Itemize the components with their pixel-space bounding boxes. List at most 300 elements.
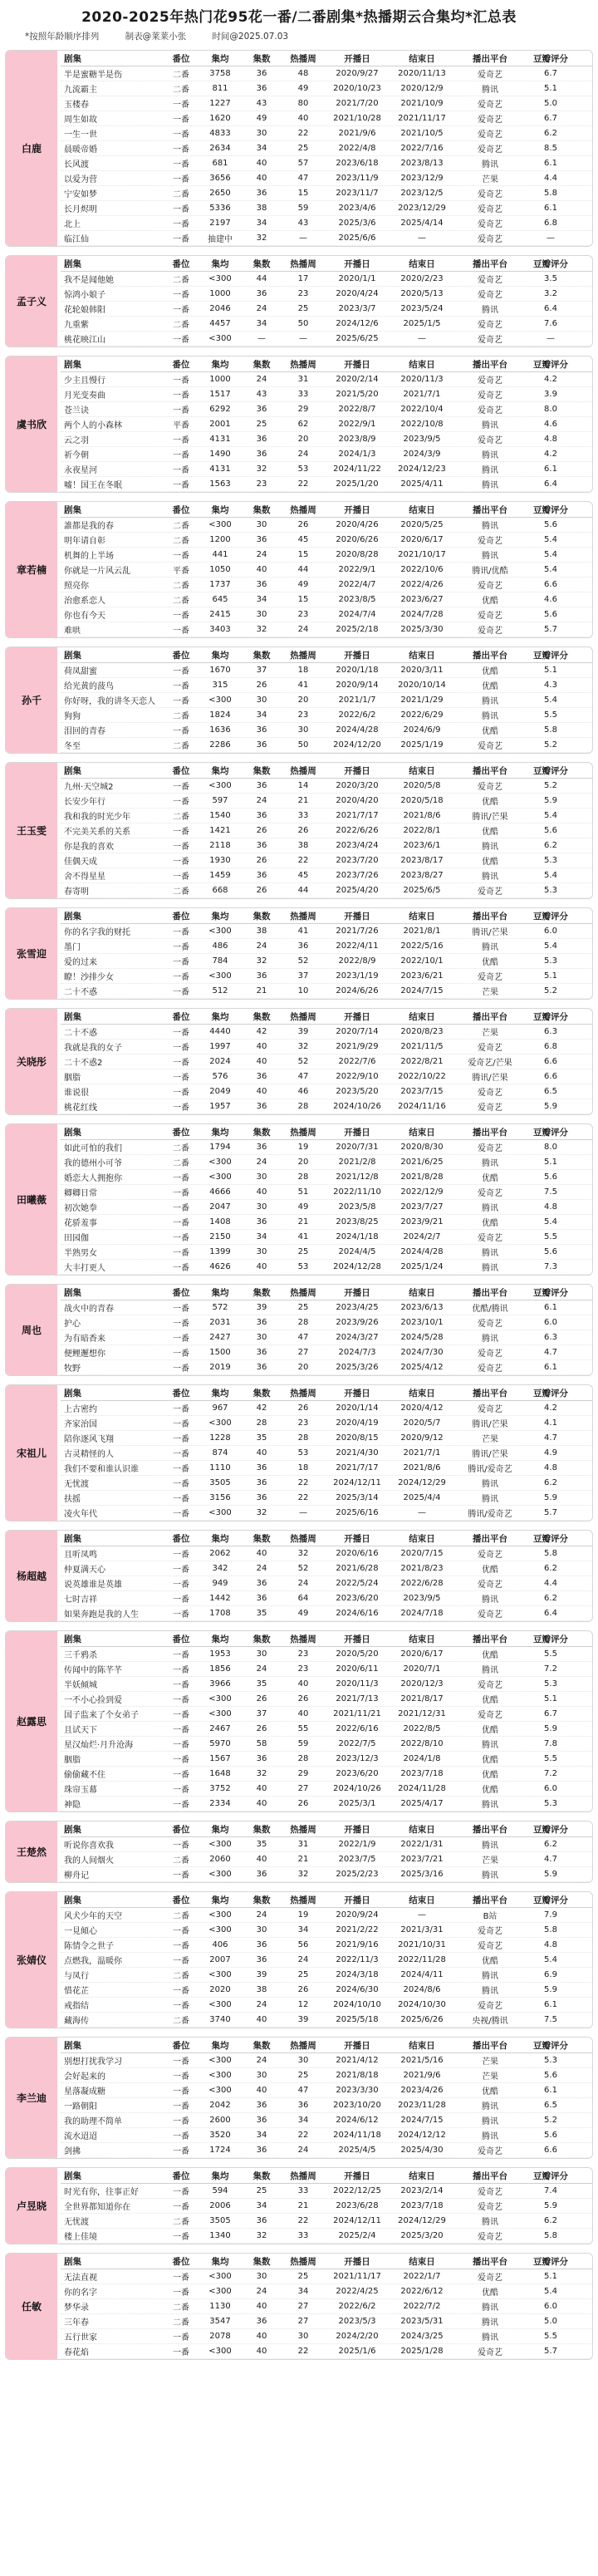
- table-cell: 2022/9/1: [338, 565, 376, 574]
- table-cell: 40: [256, 1784, 267, 1793]
- table-cell: 19: [297, 1910, 309, 1920]
- table-cell: 36: [256, 841, 267, 850]
- table-cell: 5.2: [544, 781, 557, 790]
- table-cell: 一番: [173, 406, 189, 415]
- table-header-row: [61, 256, 592, 272]
- table-cell: 36: [256, 725, 267, 735]
- table-cell: 2024/6/16: [336, 1609, 379, 1618]
- table-cell: 3656: [209, 174, 231, 183]
- table-cell: 2020/12/9: [400, 84, 444, 93]
- table-cell: 2021/3/31: [400, 1925, 444, 1934]
- table-cell: 3.9: [544, 390, 557, 399]
- table-cell: 别想打扰我学习: [64, 2057, 122, 2067]
- table-cell: 二番: [173, 1972, 189, 1981]
- table-cell: 爱奇艺: [478, 1189, 502, 1198]
- table-cell: 36: [256, 1217, 267, 1227]
- table-cell: 59: [297, 1739, 309, 1748]
- table-cell: 一番: [173, 1801, 189, 1810]
- table-cell: 34: [256, 2131, 267, 2140]
- table-cell: 一番: [173, 2348, 189, 2357]
- table-cell: 40: [256, 174, 267, 183]
- table-cell: 一番: [173, 2132, 189, 2141]
- table-cell: 1997: [209, 1042, 231, 1051]
- table-cell: 5336: [209, 204, 231, 213]
- table-cell: 38: [297, 841, 309, 850]
- table-cell: 20: [297, 1158, 309, 1167]
- column-header: 开播日: [344, 911, 370, 922]
- table-cell: 优酷: [482, 1566, 498, 1575]
- table-row: [61, 1506, 592, 1521]
- table-cell: 腾讯: [482, 2102, 498, 2111]
- table-cell: 40: [256, 1087, 267, 1096]
- table-cell: 2023/8/27: [400, 871, 444, 880]
- table-cell: 6.0: [544, 1318, 557, 1327]
- table-cell: 2025/3/1: [338, 1799, 376, 1808]
- actress-name: 王玉雯: [16, 825, 47, 837]
- table-cell: 一番: [173, 1696, 189, 1705]
- table-cell: 30: [256, 520, 267, 529]
- table-cell: 爱奇艺: [478, 1320, 502, 1329]
- table-cell: 爱奇艺: [478, 1405, 502, 1414]
- table-cell: 二番: [173, 742, 189, 751]
- table-cell: 爱奇艺: [478, 2348, 502, 2357]
- table-cell: 一番: [173, 1465, 189, 1474]
- table-cell: 一番: [173, 2233, 189, 2242]
- table-cell: 2020/9/27: [336, 69, 379, 78]
- column-header: 开播日: [344, 1634, 370, 1644]
- table-cell: 2024/3/27: [336, 1333, 379, 1342]
- table-cell: 2022/5/16: [400, 941, 444, 951]
- table-cell: 爱奇艺: [478, 1927, 502, 1936]
- table-cell: 爱奇艺: [478, 130, 502, 140]
- table-cell: 芒果: [482, 175, 498, 184]
- column-header: 集均: [211, 258, 229, 269]
- column-header: 剧集: [64, 911, 81, 922]
- table-cell: 37: [256, 666, 267, 675]
- table-cell: 2021/1/7: [338, 696, 376, 705]
- table-cell: 32: [256, 956, 267, 966]
- drama-table: [61, 2254, 592, 2359]
- table-row: [61, 1300, 592, 1315]
- table-cell: 优酷: [482, 1771, 498, 1780]
- table-cell: 24: [256, 2287, 267, 2296]
- actress-name: 孙千: [21, 695, 42, 706]
- table-header-row: [61, 1009, 592, 1025]
- table-cell: <300: [208, 2071, 232, 2080]
- table-cell: 5.3: [544, 1679, 557, 1689]
- table-cell: 5.8: [544, 189, 557, 198]
- table-cell: 5.4: [544, 2287, 557, 2296]
- table-row: [61, 156, 592, 171]
- table-cell: 2023/6/21: [400, 971, 444, 981]
- table-cell: 二番: [173, 2318, 189, 2328]
- column-header: 豆瓣评分: [533, 2170, 568, 2181]
- drama-table: [61, 1009, 592, 1114]
- table-cell: 43: [256, 99, 267, 108]
- table-row: [61, 1722, 592, 1737]
- table-cell: 39: [297, 1027, 309, 1036]
- table-cell: 一番: [173, 2147, 189, 2156]
- actress-section: [5, 1891, 593, 2028]
- table-cell: 33: [297, 2186, 309, 2195]
- table-cell: 4.2: [544, 375, 557, 384]
- actress-section: [5, 501, 593, 638]
- table-cell: 30: [297, 2332, 309, 2341]
- table-header-row: [61, 2168, 592, 2184]
- table-cell: 爱奇艺: [478, 376, 502, 386]
- table-cell: 4.8: [544, 1202, 557, 1212]
- table-cell: 6.6: [544, 1057, 557, 1066]
- table-cell: 342: [212, 1564, 228, 1573]
- table-cell: 47: [297, 174, 309, 183]
- table-cell: 腾讯: [482, 1335, 498, 1344]
- table-row: [61, 2098, 592, 2113]
- table-cell: 36: [256, 1940, 267, 1949]
- table-cell: 8.0: [544, 405, 557, 414]
- table-cell: 一番: [173, 1957, 189, 1966]
- table-row: [61, 462, 592, 477]
- table-cell: 一番: [173, 682, 189, 691]
- table-cell: 21: [297, 1855, 309, 1864]
- table-cell: 2020/10/14: [398, 681, 446, 690]
- table-cell: 我不是闻他她: [64, 276, 114, 285]
- table-cell: 36: [256, 1072, 267, 1081]
- table-cell: 36: [256, 189, 267, 198]
- drama-table: [61, 1124, 592, 1275]
- table-cell: 腾讯: [482, 943, 498, 952]
- column-header: 剧集: [64, 765, 81, 776]
- table-cell: 一番: [173, 1651, 189, 1660]
- column-header: 播出平台: [473, 1287, 507, 1298]
- table-cell: 一番: [173, 2057, 189, 2067]
- table-cell: 4.1: [544, 1418, 557, 1428]
- column-header: 开播日: [344, 1011, 370, 1022]
- table-cell: 52: [297, 1057, 309, 1066]
- table-cell: 6.1: [544, 2086, 557, 2095]
- table-cell: 七时吉祥: [64, 1595, 97, 1605]
- table-cell: 3752: [209, 1784, 231, 1793]
- table-cell: 2022/12/25: [333, 2186, 381, 2195]
- table-cell: 25: [297, 1303, 309, 1312]
- drama-table: [61, 2038, 592, 2158]
- table-cell: 2021/12/8: [336, 1172, 379, 1182]
- table-cell: 2334: [209, 1799, 231, 1808]
- table-cell: 2021/8/18: [336, 2071, 379, 2080]
- table-cell: 偷偷藏不住: [64, 1771, 105, 1780]
- column-header: 结束日: [409, 1287, 435, 1298]
- table-row: [61, 794, 592, 809]
- table-cell: 2020/5/20: [336, 1649, 379, 1659]
- table-cell: 2023/11/28: [398, 2101, 446, 2110]
- table-cell: 24: [256, 941, 267, 951]
- table-cell: 腾讯: [482, 2218, 498, 2227]
- table-cell: 2021/8/28: [400, 1172, 444, 1182]
- table-cell: 6.3: [544, 1333, 557, 1342]
- table-cell: 23: [256, 479, 267, 489]
- table-header-row: [61, 647, 592, 663]
- table-cell: 5.9: [544, 1102, 557, 1111]
- table-cell: 2025/4/5: [338, 2146, 376, 2155]
- table-cell: 50: [297, 740, 309, 750]
- table-cell: 1340: [209, 2231, 231, 2240]
- table-cell: 腾讯: [482, 1495, 498, 1504]
- table-cell: 30: [256, 696, 267, 705]
- table-cell: 36: [297, 2101, 309, 2110]
- table-cell: 平番: [173, 421, 189, 430]
- table-cell: 40: [256, 1448, 267, 1458]
- table-cell: 爱奇艺: [478, 973, 502, 982]
- actress-name: 王楚然: [16, 1846, 47, 1858]
- column-header: 集数: [252, 2256, 271, 2267]
- table-cell: 34: [297, 1925, 309, 1934]
- table-row: [61, 883, 592, 898]
- table-cell: 优酷: [482, 1219, 498, 1228]
- table-cell: 5.1: [544, 84, 557, 93]
- column-header: 结束日: [409, 2256, 435, 2267]
- column-header: 集均: [211, 504, 229, 515]
- table-cell: 照亮你: [64, 582, 89, 591]
- table-cell: 2022/1/31: [400, 1840, 444, 1849]
- table-cell: 681: [212, 159, 228, 168]
- table-cell: 2022/4/11: [336, 941, 379, 951]
- actress-name-band: [6, 2254, 57, 2359]
- table-cell: 28: [297, 1318, 309, 1327]
- table-row: [61, 853, 592, 868]
- table-cell: 4.6: [544, 595, 557, 604]
- table-cell: 五行世家: [64, 2333, 97, 2342]
- table-cell: 26: [297, 1799, 309, 1808]
- table-cell: 2020/8/30: [400, 1143, 444, 1152]
- table-cell: 2021/4/30: [336, 1448, 379, 1458]
- table-cell: 1930: [209, 856, 231, 865]
- table-cell: 36: [256, 450, 267, 459]
- table-cell: 1540: [209, 811, 231, 820]
- table-cell: 腾讯/爱奇艺: [468, 1465, 512, 1474]
- table-row: [61, 1677, 592, 1692]
- table-cell: 28: [297, 1102, 309, 1111]
- table-cell: 腾讯/爱奇艺: [468, 1510, 512, 1519]
- column-header: 开播日: [344, 1287, 370, 1298]
- table-cell: 6.2: [544, 1564, 557, 1573]
- table-title: 2020-2025年热门花95花一番/二番剧集*热播期云合集均*汇总表: [81, 9, 517, 26]
- table-cell: 一番: [173, 160, 189, 170]
- table-cell: 3403: [209, 625, 231, 634]
- table-cell: 18: [297, 1463, 309, 1472]
- table-cell: 2021/6/28: [336, 1564, 379, 1573]
- column-header: 热播周: [290, 1895, 316, 1905]
- table-row: [61, 2299, 592, 2314]
- table-row: [61, 693, 592, 708]
- table-cell: 爱奇艺: [478, 205, 502, 214]
- table-cell: 80: [297, 99, 309, 108]
- table-cell: 2020/11/3: [336, 1679, 379, 1689]
- table-cell: 牧野: [64, 1364, 81, 1374]
- table-row: [61, 1401, 592, 1416]
- table-cell: 一番: [173, 1666, 189, 1675]
- actress-section: [5, 2167, 593, 2244]
- column-header: 集均: [211, 1287, 229, 1298]
- table-cell: 5.0: [544, 99, 557, 108]
- column-header: 结束日: [409, 1895, 435, 1905]
- column-header: 集数: [252, 1388, 271, 1399]
- table-cell: 半熟男女: [64, 1249, 97, 1258]
- table-row: [61, 1782, 592, 1797]
- actress-section: [5, 1008, 593, 1115]
- table-cell: 34: [256, 710, 267, 720]
- table-row: [61, 317, 592, 332]
- table-cell: 一番: [173, 2274, 189, 2283]
- table-cell: 2023/7/26: [336, 871, 379, 880]
- column-header: 集均: [211, 911, 229, 922]
- table-cell: 惜花芷: [64, 1987, 89, 1996]
- table-cell: 爱奇艺: [478, 1234, 502, 1243]
- table-row: [61, 1040, 592, 1054]
- table-header-row: [61, 1531, 592, 1546]
- table-cell: 40: [297, 114, 309, 123]
- table-cell: 2022/6/28: [400, 1579, 444, 1588]
- table-cell: 5.4: [544, 871, 557, 880]
- table-cell: 2021/10/17: [398, 550, 446, 559]
- table-row: [61, 607, 592, 622]
- table-cell: 半妖倾城: [64, 1681, 97, 1690]
- column-header: 开播日: [344, 1895, 370, 1905]
- table-cell: 爱奇艺: [478, 537, 502, 546]
- table-row: [61, 969, 592, 984]
- table-row: [61, 2113, 592, 2128]
- table-cell: 7.2: [544, 1664, 557, 1674]
- table-row: [61, 1416, 592, 1431]
- table-cell: 2022/4/25: [336, 2287, 379, 2296]
- table-cell: 一番: [173, 1074, 189, 1083]
- column-header: 集数: [252, 1287, 271, 1298]
- table-cell: <300: [208, 927, 232, 936]
- table-cell: 九重紫: [64, 321, 89, 330]
- table-cell: 2023/9/5: [403, 435, 441, 444]
- table-cell: 腾讯: [482, 712, 498, 721]
- table-cell: 29: [297, 1769, 309, 1778]
- table-cell: 一番: [173, 1364, 189, 1374]
- actress-name-band: [6, 1631, 57, 1812]
- table-cell: 优酷: [482, 958, 498, 967]
- column-header: 番位: [172, 359, 190, 370]
- table-cell: 一番: [173, 235, 189, 244]
- table-cell: 51: [297, 1187, 309, 1197]
- actress-section: [5, 1284, 593, 1376]
- table-cell: 26: [297, 1694, 309, 1703]
- table-cell: 22: [297, 2347, 309, 2356]
- table-cell: 腾讯: [482, 1987, 498, 1996]
- table-row: [61, 201, 592, 216]
- column-header: 集数: [252, 1011, 271, 1022]
- actress-section: [5, 50, 593, 247]
- table-cell: 5.9: [544, 1870, 557, 1879]
- table-cell: 胭脂: [64, 1074, 81, 1083]
- table-cell: 腾讯/芒果: [472, 1450, 508, 1459]
- table-cell: 卿卿日常: [64, 1189, 97, 1198]
- table-row: [61, 1345, 592, 1360]
- actress-name: 卢昱晓: [16, 2200, 47, 2212]
- column-header: 结束日: [409, 53, 435, 64]
- table-row: [61, 563, 592, 578]
- table-cell: 2025/1/19: [400, 740, 444, 750]
- table-cell: 一番: [173, 1420, 189, 1429]
- table-cell: 爱奇艺: [478, 391, 502, 401]
- table-cell: 二番: [173, 1159, 189, 1168]
- table-cell: 一番: [173, 1349, 189, 1359]
- table-cell: 2024/12/6: [336, 319, 379, 328]
- table-cell: 爱的过来: [64, 958, 97, 967]
- table-cell: 说英雄谁是英雄: [64, 1581, 122, 1590]
- table-cell: 2024/11/16: [398, 1102, 446, 1111]
- table-cell: 2023/12/5: [400, 189, 444, 198]
- subtitle-row: [25, 30, 573, 42]
- table-cell: 3156: [209, 1493, 231, 1502]
- table-cell: 2021/5/16: [400, 2056, 444, 2065]
- table-cell: 28: [297, 1433, 309, 1443]
- table-cell: 24: [256, 1664, 267, 1674]
- table-cell: 20: [297, 435, 309, 444]
- table-cell: 49: [297, 84, 309, 93]
- drama-table: [61, 763, 592, 898]
- table-cell: 一番: [173, 843, 189, 852]
- table-cell: 2022/5/24: [336, 1579, 379, 1588]
- table-cell: 2021/8/6: [403, 811, 441, 820]
- table-row: [61, 2284, 592, 2299]
- actress-section: [5, 1123, 593, 1276]
- table-cell: 2022/6/2: [338, 710, 376, 720]
- actress-name-band: [6, 908, 57, 999]
- table-cell: 62: [297, 420, 309, 429]
- table-cell: 2021/7/20: [336, 99, 379, 108]
- column-header: 豆瓣评分: [533, 1824, 568, 1835]
- table-cell: 难哄: [64, 627, 81, 636]
- table-cell: 大丰打更人: [64, 1264, 105, 1273]
- table-cell: 2022/6/12: [400, 2287, 444, 2296]
- table-cell: 2021/11/21: [333, 1709, 381, 1718]
- table-cell: 腾讯: [482, 2117, 498, 2126]
- table-cell: 爱奇艺: [478, 116, 502, 125]
- table-cell: 听说你喜欢我: [64, 1841, 114, 1851]
- table-cell: 2047: [209, 1202, 231, 1212]
- table-cell: 41: [297, 927, 309, 936]
- table-cell: 36: [256, 781, 267, 790]
- table-cell: 5.2: [544, 986, 557, 995]
- table-row: [61, 1647, 592, 1662]
- actress-section: [5, 2253, 593, 2360]
- table-cell: 8.5: [544, 144, 557, 153]
- table-cell: 一番: [173, 1189, 189, 1198]
- table-cell: 一番: [173, 1320, 189, 1329]
- table-cell: 45: [297, 535, 309, 544]
- table-cell: 5.7: [544, 1508, 557, 1517]
- table-row: [61, 939, 592, 954]
- table-cell: 1408: [209, 1217, 231, 1227]
- table-cell: 春寄明: [64, 887, 89, 897]
- column-header: 集均: [211, 1634, 229, 1644]
- column-header: 播出平台: [473, 1824, 507, 1835]
- table-cell: 舍不得星星: [64, 873, 105, 882]
- table-cell: 2022/4/7: [338, 580, 376, 589]
- drama-table: [61, 1531, 592, 1621]
- table-cell: 4.6: [544, 420, 557, 429]
- table-row: [61, 1662, 592, 1677]
- table-row: [61, 1767, 592, 1782]
- table-cell: 一番: [173, 2002, 189, 2011]
- table-cell: 2024/7/28: [400, 610, 444, 619]
- table-cell: 1794: [209, 1143, 231, 1152]
- table-cell: 腾讯: [482, 451, 498, 460]
- table-cell: 5.8: [544, 725, 557, 735]
